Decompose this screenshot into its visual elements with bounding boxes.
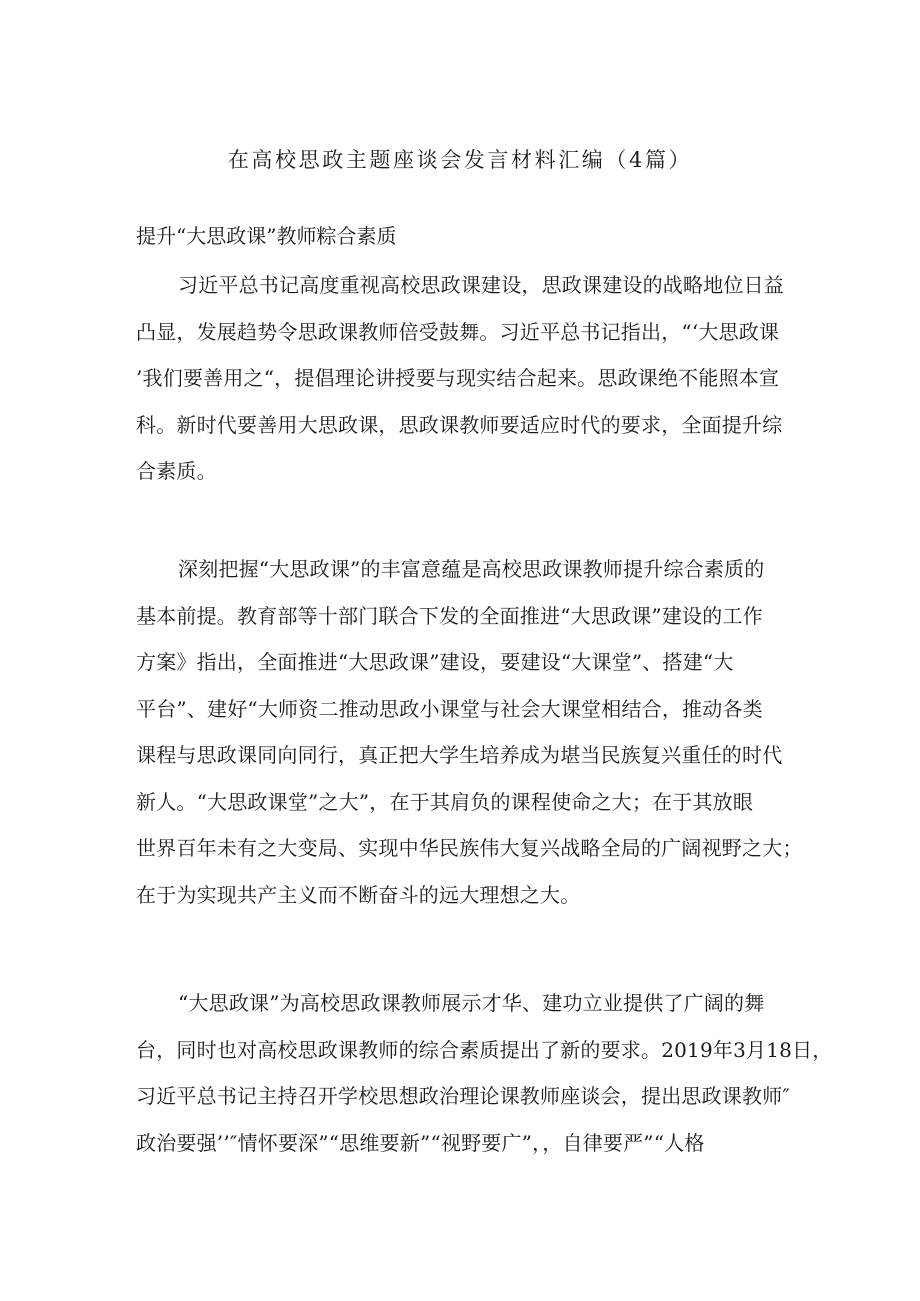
paragraph-line: 习近平总书记高度重视高校思政课建设，思政课建设的战略地位日益: [178, 273, 784, 297]
section-heading: 提升“大思政课”教师粽合素质: [136, 224, 397, 248]
document-title: 在高校思政主题座谈会发言材料汇编（4篇）: [227, 148, 693, 172]
paragraph-line: 平台”、建好“大师资二推动思政小课堂与社会大课堂相结合，推动各类: [136, 696, 763, 721]
paragraph-line: ’我们要善用之“，提倡理论讲授要与现实结合起来。思政课绝不能照本宣: [136, 366, 780, 390]
paragraph-line: 在于为实现共产主义而不断奋斗的远大理想之大。: [136, 882, 581, 907]
paragraph-line: 凸显，发展趋势令思政课教师倍受鼓舞。习近平总书记指出，“‘大思政课: [136, 319, 780, 344]
paragraph-line: 习近平总书记主持召开学校思想政治理论课教师座谈会，提出思政课教师″: [136, 1084, 791, 1108]
paragraph-line: 台，同时也对高校思政课教师的综合素质提出了新的要求。2019年3月18日，: [136, 1037, 833, 1062]
paragraph-line: 科。新时代要善用大思政课，思政课教师要适应时代的要求，全面提升综: [136, 412, 783, 437]
paragraph-line: 政治要强’’″情怀要深”“思维要新”“视野要广”，，自律要严”“人格: [136, 1130, 705, 1155]
paragraph-line: “大思政课”为高校思政课教师展示才华、建功立业提供了广阔的舞: [178, 991, 765, 1015]
paragraph-2: [136, 546, 803, 918]
paragraph-1: [136, 262, 796, 495]
paragraph-line: 世界百年未有之大变局、实现中华民族伟大复兴战略全局的广阔视野之大；: [136, 836, 803, 860]
paragraph-line: 合素质。: [136, 459, 217, 483]
paragraph-line: 方案》指出，全面推进“大思政课”建设，要建设“大课堂”、搭建“大: [136, 650, 734, 674]
paragraph-line: 课程与思政课同向同行，真正把大学生培养成为堪当民族复兴重任的时代: [136, 743, 783, 767]
paragraph-3: [136, 980, 833, 1166]
paragraph-line: 深刻把握“大思政课”的丰富意蕴是高校思政课教师提升综合素质的: [178, 557, 765, 581]
paragraph-line: 新人。“大思政课堂”之大”，在于其肩负的课程使命之大；在于其放眼: [136, 789, 754, 814]
paragraph-line: 基本前提。教育部等十部门联合下发的全面推进“大思政课”建设的工作: [136, 603, 763, 628]
